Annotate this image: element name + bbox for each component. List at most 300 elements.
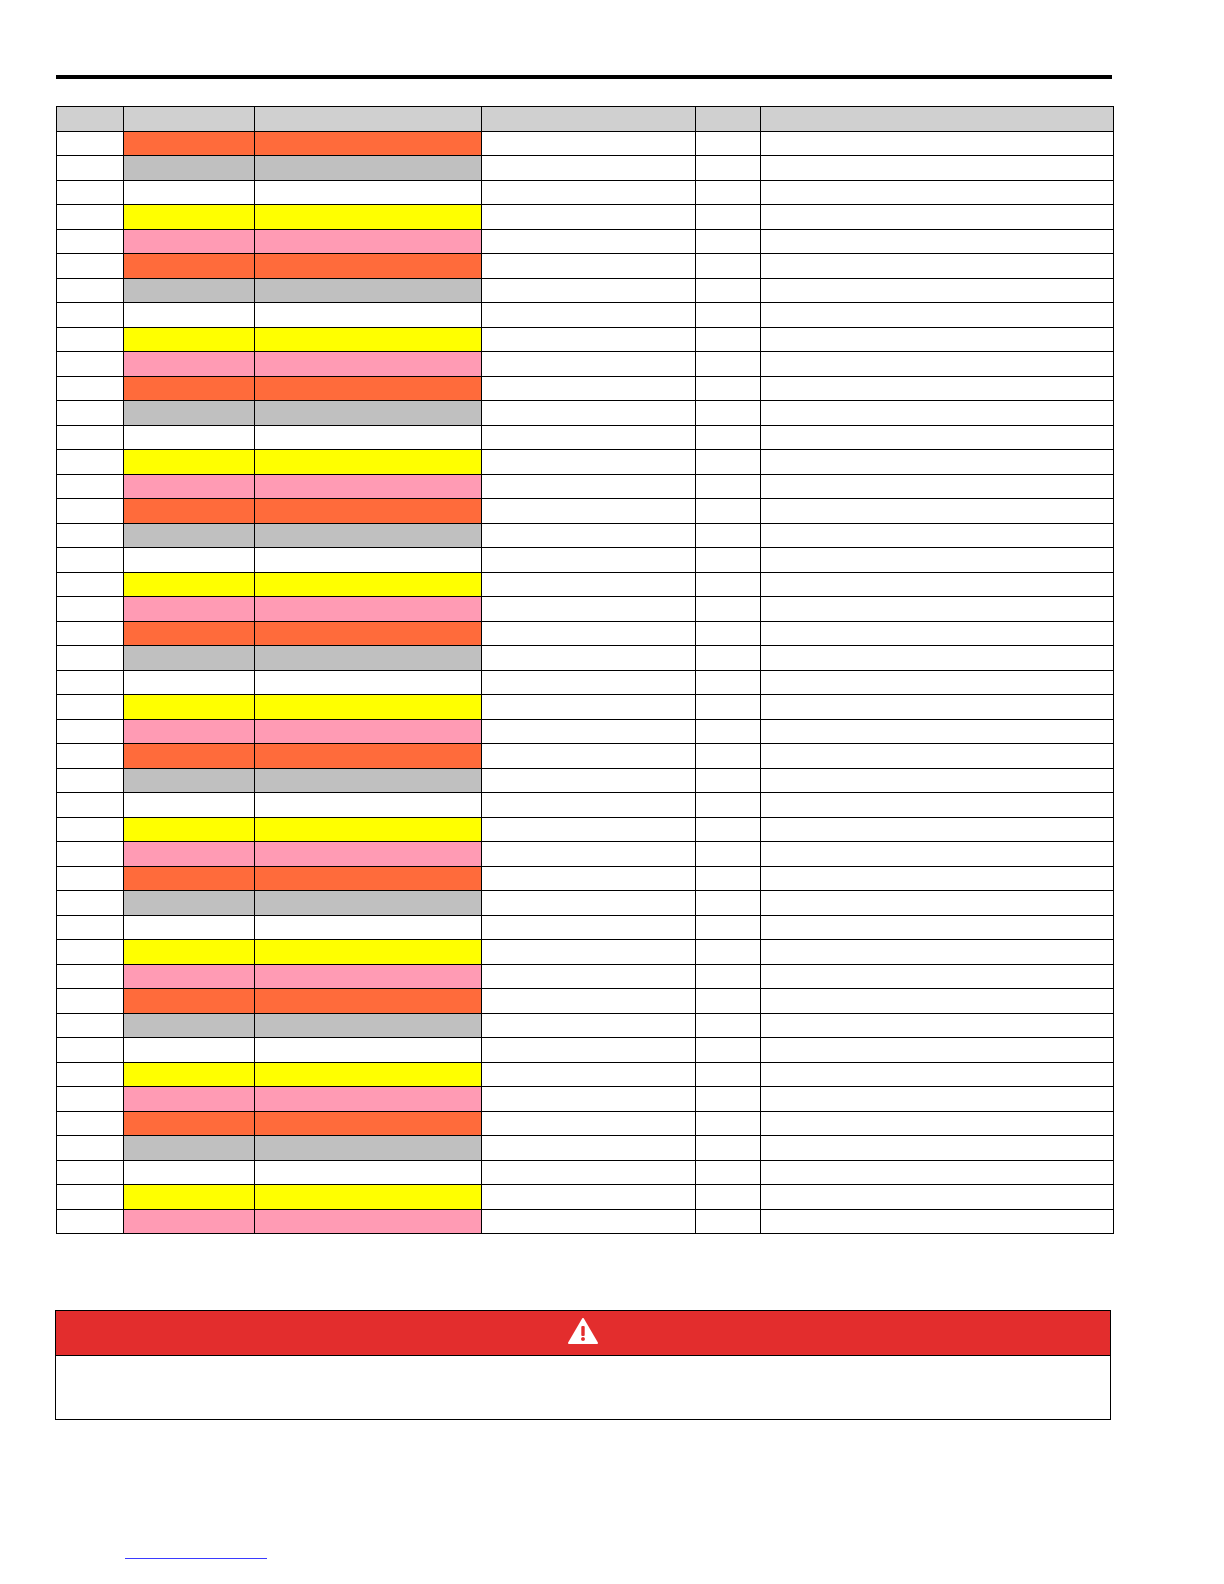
table-cell (761, 572, 1114, 597)
table-row (57, 744, 1114, 769)
table-cell (57, 1087, 124, 1112)
table-cell (57, 891, 124, 916)
table-cell (696, 646, 761, 671)
table-cell (482, 597, 696, 622)
table-cell (482, 523, 696, 548)
table-row (57, 523, 1114, 548)
color-swatch-cell (124, 1160, 255, 1185)
table-cell (57, 254, 124, 279)
color-swatch-cell (124, 695, 255, 720)
table-cell (482, 352, 696, 377)
table-cell (696, 278, 761, 303)
table-row (57, 156, 1114, 181)
color-swatch-cell (124, 1185, 255, 1210)
table-cell (761, 719, 1114, 744)
table-cell (57, 523, 124, 548)
color-swatch-cell (124, 597, 255, 622)
table-cell (482, 474, 696, 499)
table-cell (482, 131, 696, 156)
table-cell (696, 964, 761, 989)
table-cell (482, 327, 696, 352)
color-swatch-cell (124, 989, 255, 1014)
color-name-cell (255, 327, 482, 352)
color-name-cell (255, 866, 482, 891)
color-swatch-cell (124, 229, 255, 254)
color-name-cell (255, 499, 482, 524)
table-cell (761, 278, 1114, 303)
table-cell (482, 866, 696, 891)
table-cell (482, 793, 696, 818)
color-name-cell (255, 156, 482, 181)
color-swatch-cell (124, 278, 255, 303)
table-cell (696, 744, 761, 769)
table-cell (696, 793, 761, 818)
color-swatch-cell (124, 1013, 255, 1038)
table-cell (57, 229, 124, 254)
color-name-cell (255, 989, 482, 1014)
table-cell (761, 450, 1114, 475)
table-cell (696, 842, 761, 867)
table-cell (482, 989, 696, 1014)
color-name-cell (255, 842, 482, 867)
table-cell (696, 1209, 761, 1234)
table-cell (696, 156, 761, 181)
table-cell (482, 572, 696, 597)
table-cell (482, 425, 696, 450)
table-cell (57, 205, 124, 230)
table-cell (482, 303, 696, 328)
table-cell (761, 964, 1114, 989)
table-cell (696, 1136, 761, 1161)
color-name-cell (255, 548, 482, 573)
table-cell (57, 278, 124, 303)
color-swatch-cell (124, 866, 255, 891)
table-cell (57, 1185, 124, 1210)
color-swatch-cell (124, 891, 255, 916)
table-cell (57, 842, 124, 867)
table-cell (482, 842, 696, 867)
table-cell (761, 303, 1114, 328)
table-row (57, 1013, 1114, 1038)
table-cell (57, 817, 124, 842)
table-cell (761, 474, 1114, 499)
table-cell (57, 425, 124, 450)
color-name-cell (255, 1209, 482, 1234)
color-name-cell (255, 1013, 482, 1038)
table-cell (57, 1062, 124, 1087)
table-row (57, 695, 1114, 720)
table-cell (761, 499, 1114, 524)
table-cell (57, 376, 124, 401)
table-cell (761, 205, 1114, 230)
color-name-cell (255, 695, 482, 720)
table-cell (57, 499, 124, 524)
table-row (57, 719, 1114, 744)
table-cell (57, 768, 124, 793)
table-cell (57, 597, 124, 622)
color-name-cell (255, 352, 482, 377)
table-cell (696, 891, 761, 916)
table-cell (696, 352, 761, 377)
table-cell (761, 989, 1114, 1014)
color-swatch-cell (124, 376, 255, 401)
table-cell (761, 1111, 1114, 1136)
color-name-cell (255, 1185, 482, 1210)
color-name-cell (255, 303, 482, 328)
table-cell (761, 1038, 1114, 1063)
color-name-cell (255, 621, 482, 646)
table-body (57, 131, 1114, 1234)
table-cell (482, 1160, 696, 1185)
table-cell (761, 376, 1114, 401)
color-name-cell (255, 817, 482, 842)
table-cell (57, 670, 124, 695)
table-cell (482, 278, 696, 303)
color-swatch-cell (124, 352, 255, 377)
table-row (57, 891, 1114, 916)
table-cell (57, 474, 124, 499)
table-cell (482, 1185, 696, 1210)
color-swatch-cell (124, 180, 255, 205)
table-cell (696, 474, 761, 499)
table-cell (57, 915, 124, 940)
table-row (57, 572, 1114, 597)
color-name-cell (255, 768, 482, 793)
table-cell (482, 719, 696, 744)
table-cell (761, 744, 1114, 769)
table-row (57, 1136, 1114, 1161)
header-cell (696, 107, 761, 132)
header-cell (124, 107, 255, 132)
color-name-cell (255, 793, 482, 818)
table-cell (696, 499, 761, 524)
color-swatch-cell (124, 1209, 255, 1234)
table-cell (482, 964, 696, 989)
table-row (57, 793, 1114, 818)
table-cell (761, 229, 1114, 254)
header-cell (482, 107, 696, 132)
table-row (57, 670, 1114, 695)
table-cell (696, 131, 761, 156)
table-cell (57, 1136, 124, 1161)
table-cell (696, 695, 761, 720)
table-cell (696, 1185, 761, 1210)
table-cell (761, 817, 1114, 842)
table-cell (57, 401, 124, 426)
table-row (57, 1160, 1114, 1185)
table-cell (696, 254, 761, 279)
table-cell (696, 1111, 761, 1136)
table-cell (482, 646, 696, 671)
table-cell (482, 695, 696, 720)
table-cell (57, 327, 124, 352)
table-cell (761, 940, 1114, 965)
table-row (57, 205, 1114, 230)
color-name-cell (255, 450, 482, 475)
table-cell (696, 425, 761, 450)
color-swatch-cell (124, 499, 255, 524)
table-row (57, 180, 1114, 205)
table-cell (57, 1013, 124, 1038)
table-cell (696, 523, 761, 548)
color-name-cell (255, 940, 482, 965)
color-swatch-cell (124, 1087, 255, 1112)
color-swatch-cell (124, 156, 255, 181)
table-cell (696, 327, 761, 352)
table-row (57, 131, 1114, 156)
color-swatch-cell (124, 744, 255, 769)
table-cell (761, 891, 1114, 916)
warning-triangle-icon (567, 1317, 599, 1350)
color-name-cell (255, 719, 482, 744)
table-cell (761, 597, 1114, 622)
table-row (57, 1111, 1114, 1136)
table-cell (482, 254, 696, 279)
table-cell (57, 989, 124, 1014)
table-cell (761, 327, 1114, 352)
color-name-cell (255, 131, 482, 156)
color-name-cell (255, 1087, 482, 1112)
color-code-table (56, 106, 1114, 1234)
table-cell (57, 793, 124, 818)
color-swatch-cell (124, 548, 255, 573)
table-cell (57, 156, 124, 181)
color-swatch-cell (124, 1136, 255, 1161)
table-cell (761, 768, 1114, 793)
table-cell (696, 303, 761, 328)
table-header-row (57, 107, 1114, 132)
table-row (57, 376, 1114, 401)
color-name-cell (255, 474, 482, 499)
table-cell (696, 1062, 761, 1087)
table-cell (696, 229, 761, 254)
color-swatch-cell (124, 401, 255, 426)
table-row (57, 817, 1114, 842)
color-name-cell (255, 670, 482, 695)
color-name-cell (255, 523, 482, 548)
table-cell (761, 695, 1114, 720)
table-cell (482, 915, 696, 940)
table-row (57, 915, 1114, 940)
table-cell (696, 548, 761, 573)
table-cell (761, 131, 1114, 156)
table-cell (57, 1160, 124, 1185)
color-swatch-cell (124, 425, 255, 450)
table-cell (57, 180, 124, 205)
table-cell (482, 450, 696, 475)
table-cell (57, 1209, 124, 1234)
color-name-cell (255, 964, 482, 989)
table-cell (761, 646, 1114, 671)
table-cell (482, 1136, 696, 1161)
table-cell (696, 940, 761, 965)
color-swatch-cell (124, 964, 255, 989)
table-cell (482, 1087, 696, 1112)
color-swatch-cell (124, 303, 255, 328)
table-cell (57, 866, 124, 891)
table-cell (761, 1160, 1114, 1185)
table-cell (482, 1209, 696, 1234)
table-cell (482, 1111, 696, 1136)
table-row (57, 303, 1114, 328)
table-cell (696, 1038, 761, 1063)
color-name-cell (255, 891, 482, 916)
table-cell (761, 866, 1114, 891)
table-cell (482, 499, 696, 524)
table-cell (482, 401, 696, 426)
table-row (57, 254, 1114, 279)
table-row (57, 229, 1114, 254)
color-swatch-cell (124, 205, 255, 230)
color-swatch-cell (124, 1111, 255, 1136)
table-row (57, 499, 1114, 524)
warning-header (56, 1311, 1110, 1356)
color-swatch-cell (124, 940, 255, 965)
table-cell (57, 450, 124, 475)
table-cell (482, 205, 696, 230)
header-cell (57, 107, 124, 132)
table-cell (761, 523, 1114, 548)
table-cell (761, 180, 1114, 205)
table-cell (482, 940, 696, 965)
table-cell (482, 180, 696, 205)
table-cell (761, 352, 1114, 377)
color-swatch-cell (124, 768, 255, 793)
table-row (57, 548, 1114, 573)
table-row (57, 989, 1114, 1014)
table-row (57, 474, 1114, 499)
color-name-cell (255, 425, 482, 450)
table-cell (57, 1111, 124, 1136)
table-cell (761, 1209, 1114, 1234)
table-cell (761, 548, 1114, 573)
table-cell (57, 695, 124, 720)
color-swatch-cell (124, 1038, 255, 1063)
color-name-cell (255, 646, 482, 671)
color-swatch-cell (124, 254, 255, 279)
table-cell (482, 1062, 696, 1087)
color-swatch-cell (124, 793, 255, 818)
color-name-cell (255, 229, 482, 254)
color-swatch-cell (124, 450, 255, 475)
table-cell (696, 719, 761, 744)
table-cell (57, 964, 124, 989)
footer-link-underline (125, 1558, 267, 1559)
table-cell (57, 352, 124, 377)
table-cell (761, 254, 1114, 279)
table-cell (482, 768, 696, 793)
top-rule (56, 75, 1112, 79)
color-swatch-cell (124, 572, 255, 597)
table-cell (482, 229, 696, 254)
table-cell (761, 621, 1114, 646)
table-cell (761, 670, 1114, 695)
table-cell (696, 866, 761, 891)
table-cell (761, 425, 1114, 450)
color-swatch-cell (124, 523, 255, 548)
table-cell (696, 205, 761, 230)
color-name-cell (255, 1038, 482, 1063)
table-row (57, 646, 1114, 671)
table-row (57, 278, 1114, 303)
color-swatch-cell (124, 646, 255, 671)
color-swatch-cell (124, 131, 255, 156)
table-cell (57, 131, 124, 156)
color-swatch-cell (124, 842, 255, 867)
table-row (57, 401, 1114, 426)
table-row (57, 327, 1114, 352)
table-row (57, 1185, 1114, 1210)
table-cell (696, 768, 761, 793)
table-cell (761, 915, 1114, 940)
table-row (57, 1087, 1114, 1112)
color-name-cell (255, 1136, 482, 1161)
table-cell (761, 1062, 1114, 1087)
table-cell (482, 376, 696, 401)
table-cell (482, 156, 696, 181)
table-row (57, 1209, 1114, 1234)
table-cell (57, 1038, 124, 1063)
color-swatch-cell (124, 719, 255, 744)
table-cell (57, 744, 124, 769)
color-swatch-cell (124, 670, 255, 695)
table-cell (482, 744, 696, 769)
color-swatch-cell (124, 474, 255, 499)
table-row (57, 621, 1114, 646)
color-name-cell (255, 205, 482, 230)
table-row (57, 964, 1114, 989)
table-cell (696, 1013, 761, 1038)
table-cell (57, 719, 124, 744)
color-name-cell (255, 572, 482, 597)
color-name-cell (255, 1062, 482, 1087)
color-swatch-cell (124, 327, 255, 352)
table-cell (696, 1160, 761, 1185)
color-name-cell (255, 376, 482, 401)
table-cell (57, 646, 124, 671)
color-name-cell (255, 744, 482, 769)
table-cell (482, 670, 696, 695)
table-cell (696, 989, 761, 1014)
table-cell (696, 621, 761, 646)
table-cell (761, 793, 1114, 818)
table-cell (761, 1185, 1114, 1210)
table-cell (761, 156, 1114, 181)
header-cell (761, 107, 1114, 132)
table-cell (482, 817, 696, 842)
table-cell (482, 1013, 696, 1038)
table-cell (696, 915, 761, 940)
table-cell (482, 548, 696, 573)
table-row (57, 450, 1114, 475)
table-cell (482, 621, 696, 646)
table-cell (696, 401, 761, 426)
table-cell (696, 572, 761, 597)
color-name-cell (255, 1111, 482, 1136)
table-cell (696, 670, 761, 695)
table-cell (761, 842, 1114, 867)
table-row (57, 842, 1114, 867)
table-cell (57, 940, 124, 965)
table-cell (482, 891, 696, 916)
table-row (57, 866, 1114, 891)
table-cell (57, 548, 124, 573)
warning-box (55, 1310, 1111, 1420)
table-row (57, 597, 1114, 622)
table-cell (57, 621, 124, 646)
table-cell (57, 303, 124, 328)
table-cell (696, 376, 761, 401)
